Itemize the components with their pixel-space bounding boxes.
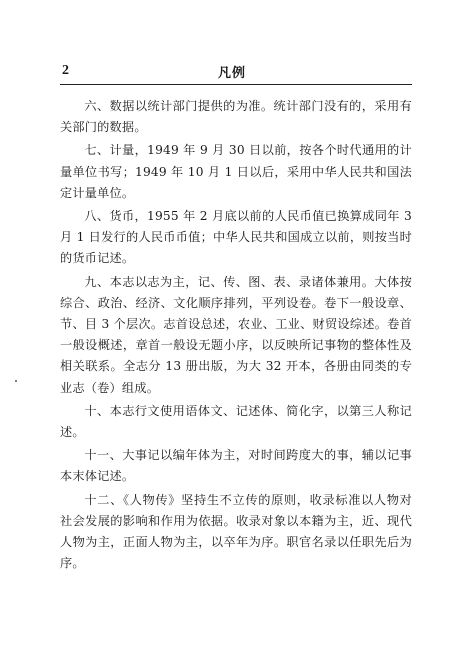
- paragraph-12-biographies: 十二、《人物传》坚持生不立传的原则，收录标准以人物对社会发展的影响和作用为依据。收录对象以本籍为主，近、现代人物为主，正面人物为主，以卒年为序。职官名录以任职先后为序。: [60, 492, 412, 571]
- paragraph-11-chronicle: 十一、大事记以编年体为主，对时间跨度大的事，辅以记事本末体记述。: [60, 448, 412, 484]
- running-title: 凡例: [218, 66, 247, 81]
- scan-speck: [15, 380, 17, 382]
- body-text: [60, 96, 412, 576]
- header-rule: [60, 84, 412, 85]
- paragraph-8-currency: 八、货币，1955 年 2 月底以前的人民币值已换算成同年 3 月 1 日发行的人民币币值；中华人民共和国成立以前，则按当时的货币记述。: [60, 209, 412, 266]
- paragraph-7-measurement: 七、计量，1949 年 9 月 30 日以前，按各个时代通用的计量单位书写；1949 年 10 月 1 日以后，采用中华人民共和国法定计量单位。: [60, 143, 412, 200]
- paragraph-6-statistics: 六、数据以统计部门提供的为准。统计部门没有的，采用有关部门的数据。: [60, 99, 412, 135]
- paragraph-10-style: 十、本志行文使用语体文、记述体、简化字，以第三人称记述。: [60, 403, 412, 440]
- page-header: [60, 62, 412, 82]
- page-number: 2: [62, 63, 69, 78]
- paragraph-9-structure: 九、本志以志为主，记、传、图、表、录诸体兼用。大体按综合、政治、经济、文化顺序排列，平列设卷。卷下一般设章、节、目 3 个层次。志首设总述，农业、工业、财贸设综述。卷首一般设概述，章首一般设无题小序，以反映所记事物的整体性及相关联系。全志分 13 册出版，为大 32 开本，各册由同类的专业志（卷）组成。: [60, 274, 412, 395]
